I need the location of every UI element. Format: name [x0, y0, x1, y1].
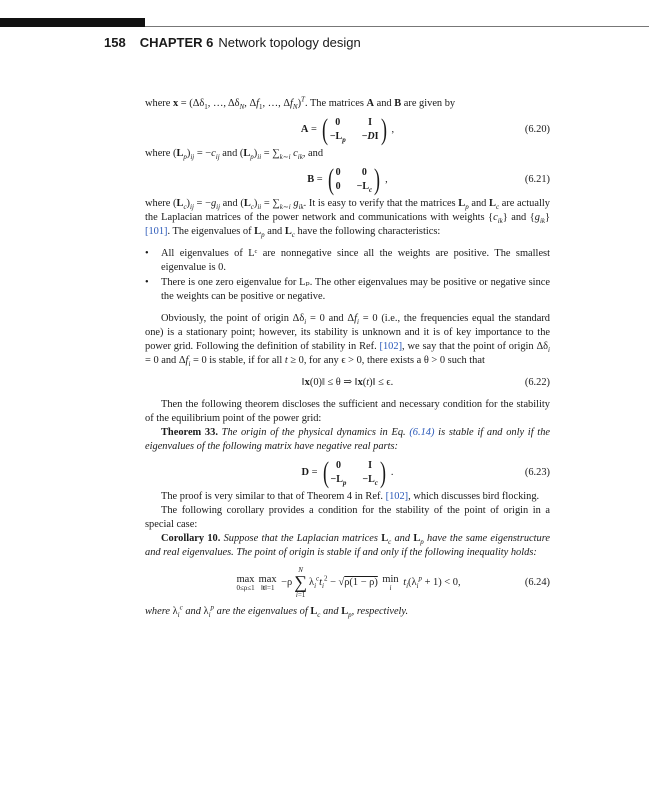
- equation-6-22: ‖x(0)‖ ≤ θ ⇒ ‖x(t)‖ ≤ ϵ. (6.22): [301, 377, 550, 388]
- page-body: [145, 97, 550, 619]
- equation-number: (6.23): [524, 467, 550, 478]
- theorem-33: Theorem 33. The origin of the physical dynamics in Eq. (6.14) is stable if and only if the eigenvalues of the following matrix have negative real parts:: [145, 427, 551, 452]
- running-header: [104, 35, 361, 50]
- page-number: 158: [104, 35, 126, 50]
- theorem-label: Theorem 33.: [161, 427, 218, 438]
- citation-link[interactable]: [101]: [145, 226, 168, 237]
- paragraph-stability-definition: Obviously, the point of origin $\Delta\delta_i = 0$ and $\Delta f_i = 0$ (i.e., the frequencies equal the standard one) is a stationary point; however, its stability is unknown and it is of key importance to the power grid. Following the definition of stability in Ref. [102], we say that the point of origin $\Delta\delta_i = 0$ and $\Delta f_i = 0$ is stable, if for all t ≥ 0, for any ϵ > 0, there exists a θ > 0 such that: [145, 313, 550, 369]
- equation-number: (6.21): [524, 174, 550, 185]
- equation-link[interactable]: (6.14): [409, 427, 435, 438]
- citation-link[interactable]: [102]: [379, 341, 403, 352]
- header-bar: [0, 18, 145, 27]
- equation-number: (6.20): [524, 124, 550, 135]
- equation-6-24: max 0≤ρ≤1 max ‖t‖=1 −ρ N ∑ i=1 $\lambda_i^ct_i^2 - √\rho(1 - \rho)$ min i $t_i(\lambda_i^p + 1) < 0$, (6.24): [236, 566, 550, 599]
- list-item: • All eigenvalues of Lᶜ are nonnegative since all the weights are positive. The smallest eigenvalue is 0.: [145, 247, 550, 275]
- equation-number: (6.24): [524, 576, 550, 588]
- equation-number: (6.22): [524, 377, 550, 388]
- characteristics-list: [145, 247, 550, 304]
- paragraph-state-vector: where $x = (\Delta\delta_1$, …, $\Delta\delta_N$, $\Delta f_1$, …, $\Delta f_N)^T$. The matrices A and B are given by: [145, 95, 456, 112]
- paragraph-laplacian: where $(L_c)_{ij} = -g_{ij}$ and $(L_c)_{ii} = \sum_{k\sim i}$ $g_{ik}$. It is easy to verify that the matrices $L_p$ and $L_c$ are actually the Laplacian matrices of the power network and communications with weights $\{c_{ik}\}$ and $\{g_{ik}\}$ [101]. The eigenvalues of $L_p$ and $L_c$ have the following characteristics:: [145, 198, 550, 240]
- chapter-title: Network topology design: [218, 35, 361, 50]
- paragraph-lp-definition: where $(L_p)_{ij} = -c_{ij}$ and $(L_p)_{ii} = \sum_{k\sim i}$ $c_{ik}$, and: [145, 148, 324, 162]
- equation-6-20: A = ( 0 I $-L_p$ −DI ) , (6.20): [300, 113, 550, 146]
- equation-6-23: D = ( 0 I $-L_p$ $-L_c$ ) . (6.23): [301, 456, 550, 489]
- paragraph-corollary-intro: The following corollary provides a condition for the stability of the point of origin in a special case:: [145, 505, 550, 530]
- chapter-label: CHAPTER 6: [139, 35, 214, 50]
- paragraph-theorem-intro: Then the following theorem discloses the sufficient and necessary condition for the stability of the equilibrium point of the power grid:: [145, 399, 550, 424]
- paragraph-eigen-where: where $\lambda_i^c$ and $\lambda_i^p$ are the eigenvalues of $L_c$ and $L_p$, respectively.: [145, 603, 409, 620]
- corollary-10: Corollary 10. Suppose that the Laplacian matrices $L_c$ and $L_p$ have the same eigenstructure and real eigenvalues. The point of origin is stable if and only if the following inequality holds:: [145, 533, 551, 558]
- header-rule: [145, 26, 649, 27]
- list-item: • There is one zero eigenvalue for Lₚ. The other eigenvalues may be positive or negative since the weights can be positive or negative.: [145, 276, 550, 304]
- paragraph-proof: The proof is very similar to that of Theorem 4 in Ref. [102], which discusses bird flocking.: [161, 491, 540, 502]
- equation-6-21: B = ( 0 0 0 $-L_c$ ) , (6.21): [307, 163, 550, 196]
- citation-link[interactable]: [102]: [385, 491, 409, 502]
- corollary-label: Corollary 10.: [161, 533, 221, 544]
